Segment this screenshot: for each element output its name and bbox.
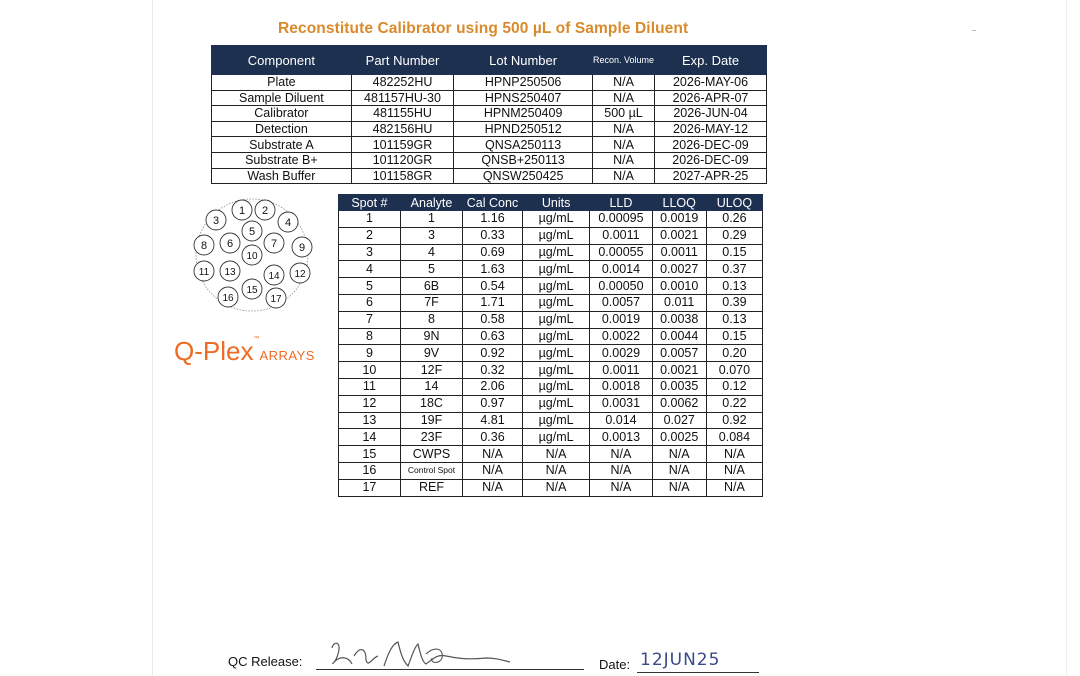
spot-row (339, 261, 763, 278)
spot-cell: µg/mL (522, 378, 590, 395)
spot-cell: 0.0025 (652, 429, 706, 446)
spot-cell: 11 (339, 378, 401, 395)
spot-cell: 0.26 (706, 211, 762, 228)
spot-label: 6 (226, 238, 234, 250)
spot-cell: 0.63 (463, 328, 523, 345)
spot-cell: 2.06 (463, 378, 523, 395)
component-cell: Sample Diluent (212, 90, 352, 106)
spot-row (339, 328, 763, 345)
header-cal-conc: Cal Conc (463, 195, 523, 211)
spot-cell: N/A (463, 462, 523, 479)
spot-cell: 1.63 (463, 261, 523, 278)
spots-table (338, 194, 763, 497)
component-cell: 101158GR (351, 168, 454, 184)
page-edge-right (1066, 0, 1067, 675)
spot-cell: µg/mL (522, 261, 590, 278)
spot-layout-diagram (185, 198, 320, 313)
spot-cell: 0.0014 (590, 261, 652, 278)
date-handwritten: 12JUN25 (640, 650, 721, 670)
spot-row (339, 227, 763, 244)
spot-cell: 13 (339, 412, 401, 429)
spot-label: 1 (238, 205, 246, 217)
spot-cell: 9 (339, 345, 401, 362)
spot-cell: 0.0044 (652, 328, 706, 345)
spot-cell: 0.027 (652, 412, 706, 429)
spot-cell: µg/mL (522, 227, 590, 244)
spot-label: 5 (248, 226, 256, 238)
header-recon-volume: Recon. Volume (593, 46, 655, 75)
spot-cell: 0.54 (463, 278, 523, 295)
spot-cell: 4 (339, 261, 401, 278)
spot-cell: 0.0021 (652, 362, 706, 379)
spot-cell: 6 (339, 294, 401, 311)
qc-signature-line (316, 669, 584, 670)
spot-row (339, 345, 763, 362)
spot-cell: µg/mL (522, 278, 590, 295)
component-cell: HPND250512 (454, 121, 593, 137)
spot-cell: N/A (652, 462, 706, 479)
spot-cell: 0.29 (706, 227, 762, 244)
spot-cell: 0.39 (706, 294, 762, 311)
spot-cell: 19F (400, 412, 462, 429)
spot-row (339, 278, 763, 295)
components-table (211, 45, 767, 184)
component-cell: N/A (593, 90, 655, 106)
spot-cell: 0.97 (463, 395, 523, 412)
spot-label: 7 (270, 238, 278, 250)
spot-cell: 0.084 (706, 429, 762, 446)
spot-cell: 0.0029 (590, 345, 652, 362)
component-cell: QNSB+250113 (454, 152, 593, 168)
spot-row (339, 294, 763, 311)
component-cell: Substrate A (212, 137, 352, 153)
header-lld: LLD (590, 195, 652, 211)
spot-cell: N/A (522, 446, 590, 463)
spot-row (339, 244, 763, 261)
header-uloq: ULOQ (706, 195, 762, 211)
spot-cell: REF (400, 479, 462, 496)
component-row (212, 137, 767, 153)
spot-row (339, 378, 763, 395)
spot-row (339, 395, 763, 412)
header-component: Component (212, 46, 352, 75)
spot-cell: 6B (400, 278, 462, 295)
page-edge (152, 0, 153, 675)
spot-cell: 12 (339, 395, 401, 412)
spot-cell: 0.20 (706, 345, 762, 362)
spot-cell: 7F (400, 294, 462, 311)
spot-cell: N/A (590, 479, 652, 496)
spot-cell: 2 (339, 227, 401, 244)
spot-cell: 15 (339, 446, 401, 463)
component-cell: 2026-MAY-12 (655, 121, 767, 137)
component-row (212, 75, 767, 91)
spot-cell: 0.13 (706, 311, 762, 328)
spot-cell: 9V (400, 345, 462, 362)
component-cell: 2027-APR-25 (655, 168, 767, 184)
component-cell: 2026-MAY-06 (655, 75, 767, 91)
component-cell: Plate (212, 75, 352, 91)
spot-label: 9 (298, 242, 306, 254)
spot-cell: 9N (400, 328, 462, 345)
spot-cell: 0.070 (706, 362, 762, 379)
spot-label: 14 (268, 271, 280, 282)
scan-mark (972, 30, 976, 31)
spot-cell: N/A (522, 462, 590, 479)
spot-cell: 3 (400, 227, 462, 244)
component-row (212, 168, 767, 184)
spot-cell: 0.69 (463, 244, 523, 261)
spot-cell: 4 (400, 244, 462, 261)
spot-cell: 0.58 (463, 311, 523, 328)
spots-header-row (339, 195, 763, 211)
spot-cell: N/A (706, 446, 762, 463)
spot-cell: 0.0027 (652, 261, 706, 278)
spot-cell: 0.15 (706, 244, 762, 261)
spot-cell: 0.0031 (590, 395, 652, 412)
component-cell: 482156HU (351, 121, 454, 137)
header-lot-number: Lot Number (454, 46, 593, 75)
spot-cell: CWPS (400, 446, 462, 463)
spot-cell: 0.0035 (652, 378, 706, 395)
spot-cell: N/A (706, 462, 762, 479)
spot-cell: µg/mL (522, 345, 590, 362)
spot-row (339, 446, 763, 463)
logo-tm: ™ (253, 336, 260, 342)
spot-cell: µg/mL (522, 429, 590, 446)
spot-cell: µg/mL (522, 311, 590, 328)
header-units: Units (522, 195, 590, 211)
spot-cell: µg/mL (522, 244, 590, 261)
spot-cell: 0.014 (590, 412, 652, 429)
spot-label: 15 (246, 285, 258, 296)
spot-cell: 0.00095 (590, 211, 652, 228)
spot-cell: 1.16 (463, 211, 523, 228)
component-cell: HPNS250407 (454, 90, 593, 106)
spot-cell: 0.0057 (590, 294, 652, 311)
spot-row (339, 211, 763, 228)
component-cell: Calibrator (212, 106, 352, 122)
spot-cell: 0.13 (706, 278, 762, 295)
spot-cell: 18C (400, 395, 462, 412)
component-cell: 2026-APR-07 (655, 90, 767, 106)
spot-cell: 1.71 (463, 294, 523, 311)
spot-cell: N/A (590, 462, 652, 479)
component-row (212, 106, 767, 122)
spot-cell: 14 (400, 378, 462, 395)
spot-cell: 0.0057 (652, 345, 706, 362)
spot-cell: 0.36 (463, 429, 523, 446)
spot-cell: 0.0019 (652, 211, 706, 228)
component-cell: 101159GR (351, 137, 454, 153)
spot-cell: 12F (400, 362, 462, 379)
spot-cell: 7 (339, 311, 401, 328)
spot-cell: 0.0011 (590, 227, 652, 244)
spot-label: 2 (261, 205, 269, 217)
logo-brand: Q-Plex (174, 336, 254, 366)
spot-label: 8 (200, 240, 208, 252)
spot-label: 11 (198, 267, 210, 278)
component-cell: HPNM250409 (454, 106, 593, 122)
spot-label: 12 (294, 269, 306, 280)
spot-cell: 0.0013 (590, 429, 652, 446)
spot-cell: µg/mL (522, 211, 590, 228)
component-cell: N/A (593, 152, 655, 168)
spot-cell: 0.0021 (652, 227, 706, 244)
component-cell: N/A (593, 168, 655, 184)
component-cell: 101120GR (351, 152, 454, 168)
component-cell: N/A (593, 121, 655, 137)
spot-cell: 4.81 (463, 412, 523, 429)
spot-cell: Control Spot (400, 462, 462, 479)
spot-row (339, 362, 763, 379)
component-cell: 482252HU (351, 75, 454, 91)
spot-cell: 8 (339, 328, 401, 345)
spot-cell: N/A (706, 479, 762, 496)
component-cell: HPNP250506 (454, 75, 593, 91)
header-spot: Spot # (339, 195, 401, 211)
date-line (637, 672, 759, 673)
spot-cell: 8 (400, 311, 462, 328)
spot-label: 4 (284, 217, 292, 229)
spot-cell: µg/mL (522, 395, 590, 412)
spot-cell: N/A (463, 479, 523, 496)
spot-label: 17 (270, 294, 282, 305)
spot-cell: 0.33 (463, 227, 523, 244)
spot-row (339, 311, 763, 328)
spot-cell: 0.0011 (652, 244, 706, 261)
logo-arrays: ARRAYS (259, 348, 315, 363)
spot-cell: 5 (339, 278, 401, 295)
components-header-row (212, 46, 767, 75)
spot-cell: 17 (339, 479, 401, 496)
spot-row (339, 479, 763, 496)
spot-cell: 0.22 (706, 395, 762, 412)
component-cell: 2026-JUN-04 (655, 106, 767, 122)
spot-cell: N/A (463, 446, 523, 463)
spot-cell: 10 (339, 362, 401, 379)
spot-cell: N/A (652, 479, 706, 496)
spot-cell: 16 (339, 462, 401, 479)
component-cell: 2026-DEC-09 (655, 137, 767, 153)
spot-cell: 1 (339, 211, 401, 228)
component-cell: 2026-DEC-09 (655, 152, 767, 168)
spot-cell: N/A (652, 446, 706, 463)
spot-row (339, 462, 763, 479)
spot-cell: µg/mL (522, 294, 590, 311)
component-cell: 481157HU-30 (351, 90, 454, 106)
spot-cell: µg/mL (522, 412, 590, 429)
component-row (212, 90, 767, 106)
component-row (212, 152, 767, 168)
spot-row (339, 412, 763, 429)
spot-cell: 0.0018 (590, 378, 652, 395)
component-cell: Detection (212, 121, 352, 137)
spot-cell: 0.15 (706, 328, 762, 345)
spot-label: 16 (222, 293, 234, 304)
spot-label: 3 (212, 215, 220, 227)
spot-cell: 0.0038 (652, 311, 706, 328)
spot-cell: 14 (339, 429, 401, 446)
spot-cell: 23F (400, 429, 462, 446)
spot-cell: 0.0062 (652, 395, 706, 412)
component-cell: N/A (593, 137, 655, 153)
component-cell: Substrate B+ (212, 152, 352, 168)
spot-cell: N/A (590, 446, 652, 463)
header-part-number: Part Number (351, 46, 454, 75)
spot-cell: 0.12 (706, 378, 762, 395)
spot-cell: µg/mL (522, 362, 590, 379)
spot-cell: 0.0011 (590, 362, 652, 379)
spot-cell: 0.32 (463, 362, 523, 379)
spot-cell: 0.00050 (590, 278, 652, 295)
component-cell: Wash Buffer (212, 168, 352, 184)
q-plex-logo (174, 336, 315, 367)
spot-cell: 0.92 (463, 345, 523, 362)
spot-cell: 1 (400, 211, 462, 228)
spot-cell: 0.011 (652, 294, 706, 311)
spot-cell: 0.0019 (590, 311, 652, 328)
component-cell: N/A (593, 75, 655, 91)
header-lloq: LLOQ (652, 195, 706, 211)
spot-cell: 3 (339, 244, 401, 261)
spot-cell: µg/mL (522, 328, 590, 345)
spot-cell: 0.00055 (590, 244, 652, 261)
spot-label: 10 (246, 251, 258, 262)
spot-cell: 0.37 (706, 261, 762, 278)
spot-label: 13 (224, 267, 236, 278)
component-row (212, 121, 767, 137)
spot-cell: 0.92 (706, 412, 762, 429)
document-title: Reconstitute Calibrator using 500 µL of Sample Diluent (278, 20, 689, 37)
component-cell: QNSA250113 (454, 137, 593, 153)
header-analyte: Analyte (400, 195, 462, 211)
spot-cell: N/A (522, 479, 590, 496)
date-label: Date: (599, 657, 631, 672)
spot-cell: 0.0022 (590, 328, 652, 345)
spot-cell: 0.0010 (652, 278, 706, 295)
component-cell: 500 µL (593, 106, 655, 122)
qc-release-label: QC Release: (228, 654, 303, 669)
component-cell: QNSW250425 (454, 168, 593, 184)
spot-row (339, 429, 763, 446)
qc-signature (326, 636, 516, 676)
spot-cell: 5 (400, 261, 462, 278)
header-exp-date: Exp. Date (655, 46, 767, 75)
component-cell: 481155HU (351, 106, 454, 122)
